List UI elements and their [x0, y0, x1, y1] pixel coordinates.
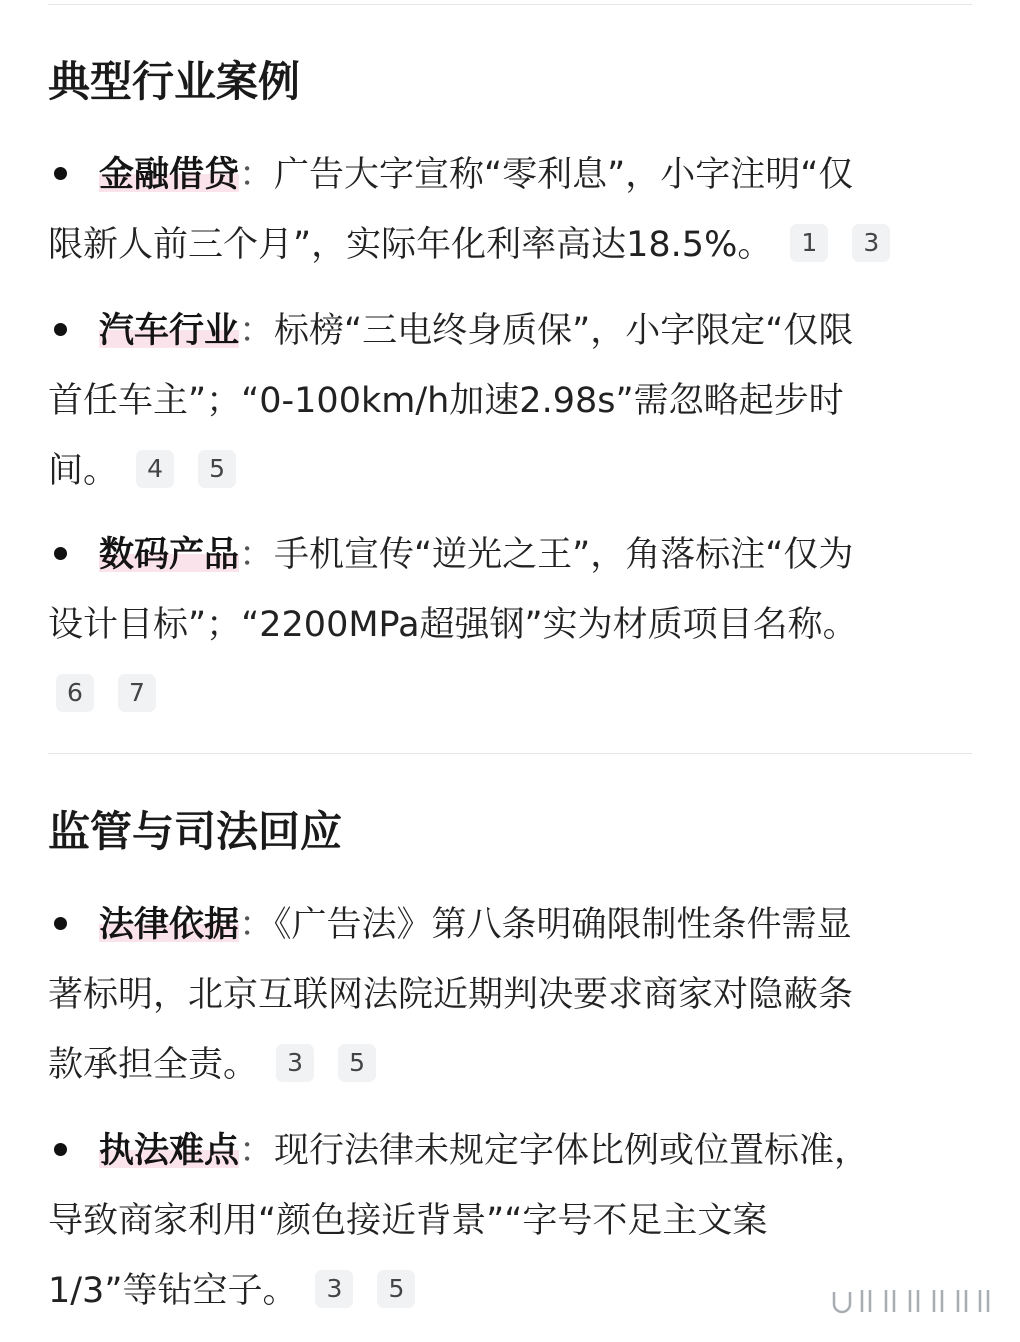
item-term: 金融借贷 [99, 155, 240, 195]
item-text: 标榜“三电终身质保”，小字限定“仅限 [274, 311, 854, 351]
citation-badge[interactable]: 4 [136, 450, 174, 488]
item-text: 设计目标”；“2200MPa超强钢”实为材质项目名称。 [48, 605, 858, 645]
item-text: 现行法律未规定字体比例或位置标准， [274, 1131, 870, 1171]
item-colon: ： [239, 311, 275, 351]
bullet-dot-icon [54, 1143, 67, 1156]
item-colon: ： [239, 535, 275, 575]
item-colon: ： [239, 155, 275, 195]
citation-badge[interactable]: 3 [276, 1044, 314, 1082]
item-text: 手机宣传“逆光之王”，角落标注“仅为 [274, 535, 854, 575]
citation-badge[interactable]: 3 [315, 1270, 353, 1308]
bullet-dot-icon [54, 167, 67, 180]
list-item-digital [48, 520, 972, 730]
list-item-finance [48, 140, 972, 280]
section-divider [48, 753, 972, 754]
citation-badge[interactable]: 5 [377, 1270, 415, 1308]
section-title: 典型行业案例 [48, 57, 301, 106]
item-colon: ： [239, 1131, 275, 1171]
citation-badge[interactable]: 1 [790, 224, 828, 262]
item-text: 款承担全责。 [48, 1045, 259, 1085]
bullet-dot-icon [54, 323, 67, 336]
item-text: 间。 [48, 451, 119, 491]
item-term: 执法难点 [99, 1131, 240, 1171]
item-text: 首任车主”；“0-100km/h加速2.98s”需忽略起步时 [48, 381, 844, 421]
bullet-dot-icon [54, 917, 67, 930]
section-title: 监管与司法回应 [48, 807, 343, 856]
citation-badge[interactable]: 5 [198, 450, 236, 488]
citation-badge[interactable]: 6 [56, 674, 94, 712]
top-divider [48, 4, 972, 5]
item-text: 限新人前三个月”，实际年化利率高达18.5%。 [48, 225, 773, 265]
item-text: 著标明，北京互联网法院近期判决要求商家对隐蔽条 [48, 975, 854, 1015]
list-item-auto [48, 296, 972, 506]
item-text: 1/3”等钻空子。 [48, 1271, 298, 1311]
list-item-legal-basis [48, 890, 972, 1100]
item-term: 汽车行业 [99, 311, 240, 351]
item-text: 《广告法》第八条明确限制性条件需显 [274, 905, 852, 945]
item-colon: ： [239, 905, 275, 945]
citation-badge[interactable]: 3 [852, 224, 890, 262]
item-text: 导致商家利用“颜色接近背景”“字号不足主文案 [48, 1201, 768, 1241]
bullet-dot-icon [54, 547, 67, 560]
brand-watermark-icon [828, 1284, 998, 1324]
citation-badge[interactable]: 7 [118, 674, 156, 712]
item-text: 广告大字宣称“零利息”，小字注明“仅 [274, 155, 854, 195]
item-term: 法律依据 [99, 905, 240, 945]
citation-badge[interactable]: 5 [338, 1044, 376, 1082]
item-term: 数码产品 [99, 535, 240, 575]
